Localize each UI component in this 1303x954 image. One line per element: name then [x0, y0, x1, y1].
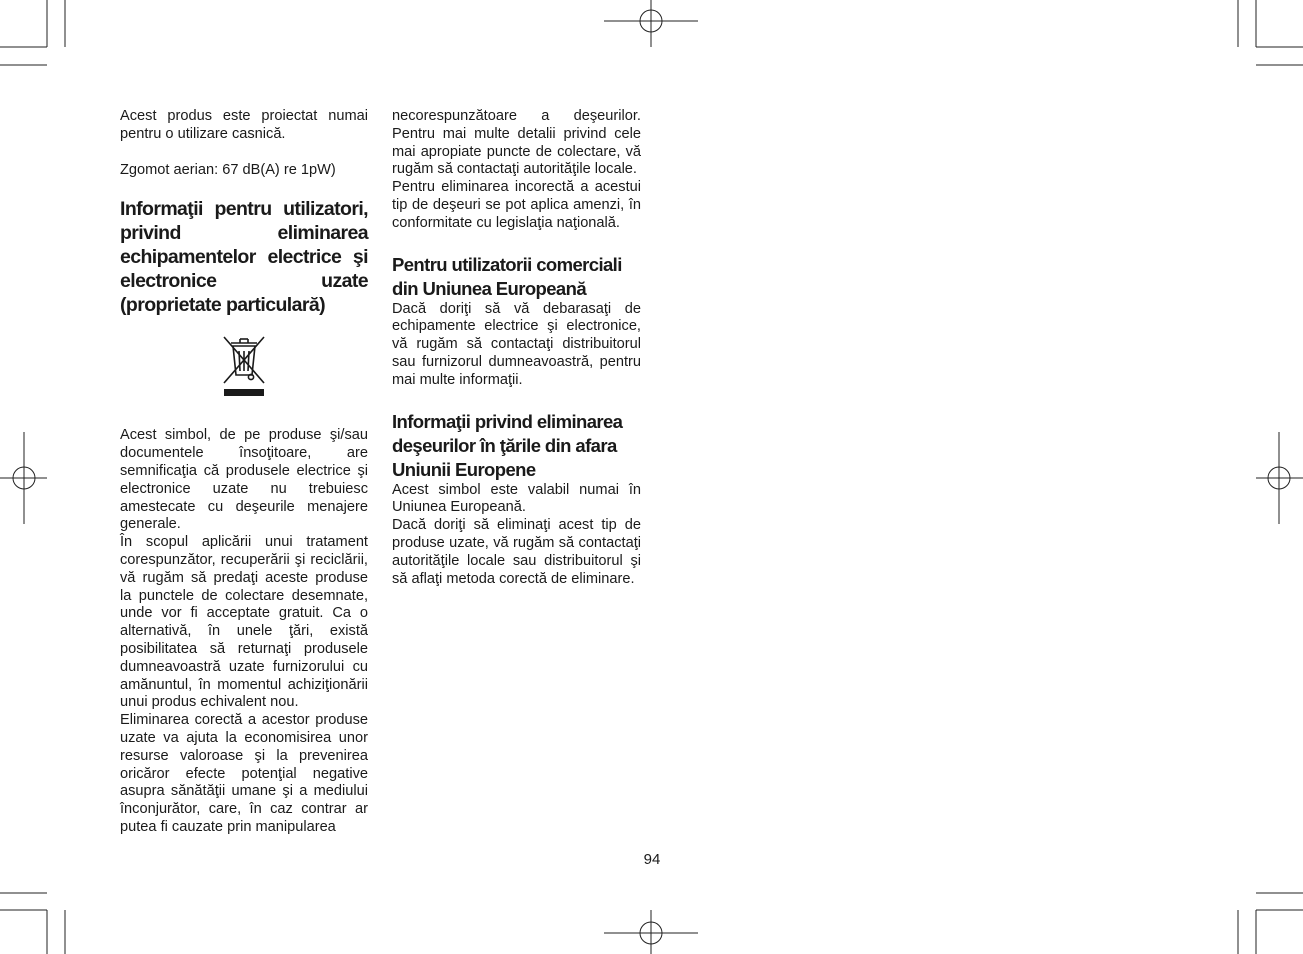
outside-eu-disposal-text: Dacă doriţi să eliminaţi acest tip de produse uzate, vă rugăm să contactaţi autorităţile locale sau distribuitorul şi să aflaţi metoda corectă de eliminare. [392, 517, 641, 587]
eu-only-text: Acest simbol este valabil numai în Uniunea Europeană. [392, 481, 641, 516]
page-number: 94 [643, 851, 661, 868]
weee-symbol [120, 327, 368, 427]
fines-text: Pentru eliminarea incorectă a acestui tip de deşeuri se pot aplica amenzi, în conformitate cu legislaţia naţională. [392, 179, 641, 231]
symbol-meaning-text: Acest simbol, de pe produse şi/sau documentele însoţitoare, are semnificaţia că produsele electrice şi electronice uzate nu trebuiesc amestecate cu deşeurile menajere generale. [120, 427, 368, 533]
registration-mark-right [1256, 432, 1303, 524]
registration-mark-left [0, 432, 47, 524]
registration-mark-bottom [604, 910, 698, 954]
commercial-users-text: Dacă doriţi să vă debarasaţi de echipamente electrice şi electronice, vă rugăm să contactaţi distribuitorul sau furnizorul dumneavoastră, pentru mai multe informaţii. [392, 300, 641, 388]
benefits-text: Eliminarea corectă a acestor produse uzate va ajuta la economisirea unor resurse valoroase şi la prevenirea oricăror efecte potenţial negative asupra sănătăţii umane şi a mediului înconjurător, care, în caz contrar ar putea fi cauzate prin manipularea [120, 712, 368, 835]
crossed-out-wheeled-bin-icon [220, 331, 268, 397]
left-column [120, 108, 368, 837]
weee-heading: Informaţii pentru utilizatori, privind eliminarea echipamentelor electrice şi electronice uzate (proprietate particulară) [120, 198, 368, 317]
right-column [392, 108, 641, 588]
intro-text: Acest produs este proiectat numai pentru o utilizare casnică. [120, 108, 368, 142]
registration-mark-top [604, 0, 698, 47]
commercial-users-heading: Pentru utilizatorii comerciali din Uniunea Europeană [392, 253, 622, 299]
outside-eu-heading: Informaţii privind eliminarea deşeurilor în ţările din afara Uniunii Europene [392, 410, 623, 480]
noise-spec: Zgomot aerian: 67 dB(A) re 1pW) [120, 161, 336, 178]
collection-text: În scopul aplicării unui tratament corespunzător, recuperării şi reciclării, vă rugăm să predaţi aceste produse la punctele de colectare desemnate, unde vor fi acceptate gratuit. Ca o alternativă, în unele ţări, există posibilitatea să returnaţi produsele dumneavoastră uzate furnizorului cu amănuntul, în momentul achiziţionării unui produs echivalent nou. [120, 534, 368, 711]
continued-text: necorespunzătoare a deşeurilor. Pentru mai multe detalii privind cele mai apropiate puncte de colectare, vă rugăm să contactaţi autorităţile locale. [392, 108, 641, 178]
